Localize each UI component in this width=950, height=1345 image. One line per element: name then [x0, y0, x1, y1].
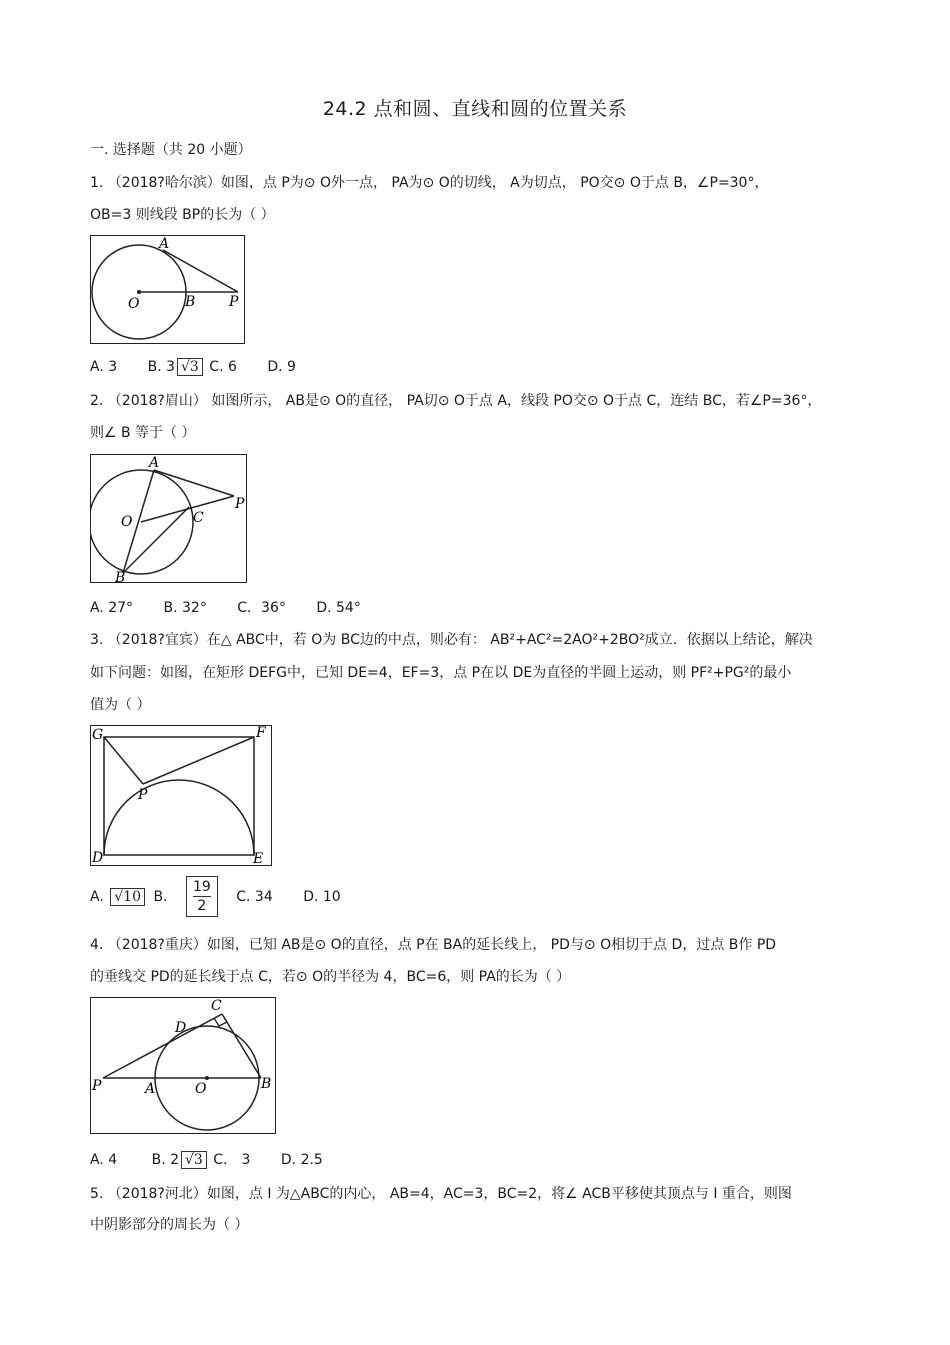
q1-option-a[interactable]: A. 3 — [90, 359, 118, 375]
q3-label-p: P — [138, 787, 148, 803]
q2-figure — [90, 454, 247, 583]
q1-option-d[interactable]: D. 9 — [267, 359, 296, 375]
q4-label-c: C — [211, 998, 222, 1014]
q1-sqrt-box: √3 — [177, 358, 203, 376]
q3-label-g: G — [92, 727, 104, 743]
q3-option-b[interactable]: B. $\frac{19}{2}$ — [153, 889, 217, 905]
q4-option-c[interactable]: C． 3 — [213, 1152, 251, 1168]
q1-label-o: O — [128, 296, 140, 312]
q3-option-d[interactable]: D. 10 — [303, 888, 341, 905]
q4-text-line2: 的垂线交 PD的延长线于点 C，若⊙ O的半径为 4，BC=6，则 PA的长为（ ） — [90, 969, 571, 985]
q2-label-o: O — [121, 514, 133, 530]
q2-tangent-pa — [154, 470, 234, 496]
q1-label-a: A — [159, 236, 170, 252]
q3-text-line1: 3. （2018?宜宾）在△ ABC中，若 O为 BC边的中点，则必有： AB²+AC²=2AO²+2BO²成立．依据以上结论，解决 — [90, 632, 813, 648]
q2-option-c[interactable]: C．36° — [237, 600, 286, 616]
q4-option-d[interactable]: D. 2.5 — [280, 1152, 323, 1168]
q1-figure — [90, 235, 245, 344]
q4-label-d: D — [175, 1020, 187, 1036]
q2-option-d[interactable]: D. 54° — [316, 600, 361, 616]
q3-label-e: E — [253, 851, 264, 867]
q1-label-p: P — [229, 294, 239, 310]
q4-text-line1: 4. （2018?重庆）如图，已知 AB是⊙ O的直径，点 P在 BA的延长线上， PD与⊙ O相切于点 D，过点 B作 PD — [90, 937, 777, 953]
q3-text-line3: 值为（ ） — [90, 697, 151, 713]
q2-option-a[interactable]: A. 27° — [90, 600, 134, 616]
q3-sqrt-box: √10 — [110, 888, 145, 906]
q3-label-d: D — [92, 850, 104, 866]
q2-label-a: A — [149, 455, 160, 471]
q2-label-p: P — [235, 496, 245, 512]
q4-sqrt-box: √3 — [181, 1151, 207, 1169]
q1-option-b[interactable]: B. 3 √3 — [148, 359, 203, 375]
q2-label-c: C — [193, 510, 204, 526]
q4-figure — [90, 997, 276, 1134]
q3-option-c[interactable]: C. 34 — [236, 888, 273, 905]
q2-option-b[interactable]: B. 32° — [163, 600, 207, 616]
q3-semicircle — [104, 780, 254, 855]
q2-options — [90, 597, 387, 617]
q3-text-line2: 如下问题：如图，在矩形 DEFG中，已知 DE=4，EF=3，点 P在以 DE为直径的半圆上运动，则 PF²+PG²的最小 — [90, 665, 792, 681]
q3-option-a[interactable]: A. √10 — [90, 889, 145, 905]
q4-option-b[interactable]: B. 2 √3 — [152, 1152, 207, 1168]
q4-option-a[interactable]: A. 4 — [90, 1152, 118, 1168]
q2-text-line1: 2. （2018?眉山） 如图所示， AB是⊙ O的直径， PA切⊙ O于点 A，线段 PO交⊙ O于点 C，连结 BC，若∠P=36°， — [90, 393, 822, 409]
q5-text-line2: 中阴影部分的周长为（ ） — [90, 1217, 249, 1233]
page-title: 24.2 点和圆、直线和圆的位置关系 — [322, 98, 628, 120]
q1-options — [90, 358, 322, 376]
section-heading: 一. 选择题（共 20 小题） — [90, 142, 252, 158]
q4-label-o: O — [195, 1081, 207, 1097]
q1-text-line2: OB=3 则线段 BP的长为（ ） — [90, 207, 275, 223]
q1-label-b: B — [185, 294, 196, 310]
q3-fraction-box: $\frac{19}{2}$ — [186, 876, 218, 917]
q4-line-bc — [222, 1014, 261, 1078]
q4-label-b: B — [261, 1076, 272, 1092]
q4-tangent-pc — [103, 1014, 222, 1078]
q4-label-p: P — [92, 1078, 102, 1094]
q3-options — [90, 876, 367, 917]
q2-label-b: B — [115, 570, 126, 584]
q4-options — [90, 1149, 349, 1169]
q1-center-dot — [137, 290, 141, 294]
q3-label-f: F — [256, 726, 266, 741]
q5-text-line1: 5. （2018?河北）如图，点 I 为△ABC的内心， AB=4，AC=3，BC=2，将∠ ACB平移使其顶点与 I 重合，则图 — [90, 1186, 792, 1202]
q1-tangent-pa — [163, 250, 238, 292]
q1-text-line1: 1. （2018?哈尔滨）如图，点 P为⊙ O外一点， PA为⊙ O的切线， A为切点， PO交⊙ O于点 B，∠P=30°， — [90, 175, 769, 191]
q3-line-pf — [143, 737, 254, 784]
q1-option-c[interactable]: C. 6 — [209, 359, 237, 375]
q4-center-dot — [205, 1076, 209, 1080]
q2-text-line2: 则∠ B 等于（ ） — [90, 425, 196, 441]
q3-figure — [90, 725, 272, 866]
q3-line-pg — [104, 737, 143, 784]
q4-label-a: A — [145, 1081, 156, 1097]
q3-rectangle — [104, 737, 254, 855]
